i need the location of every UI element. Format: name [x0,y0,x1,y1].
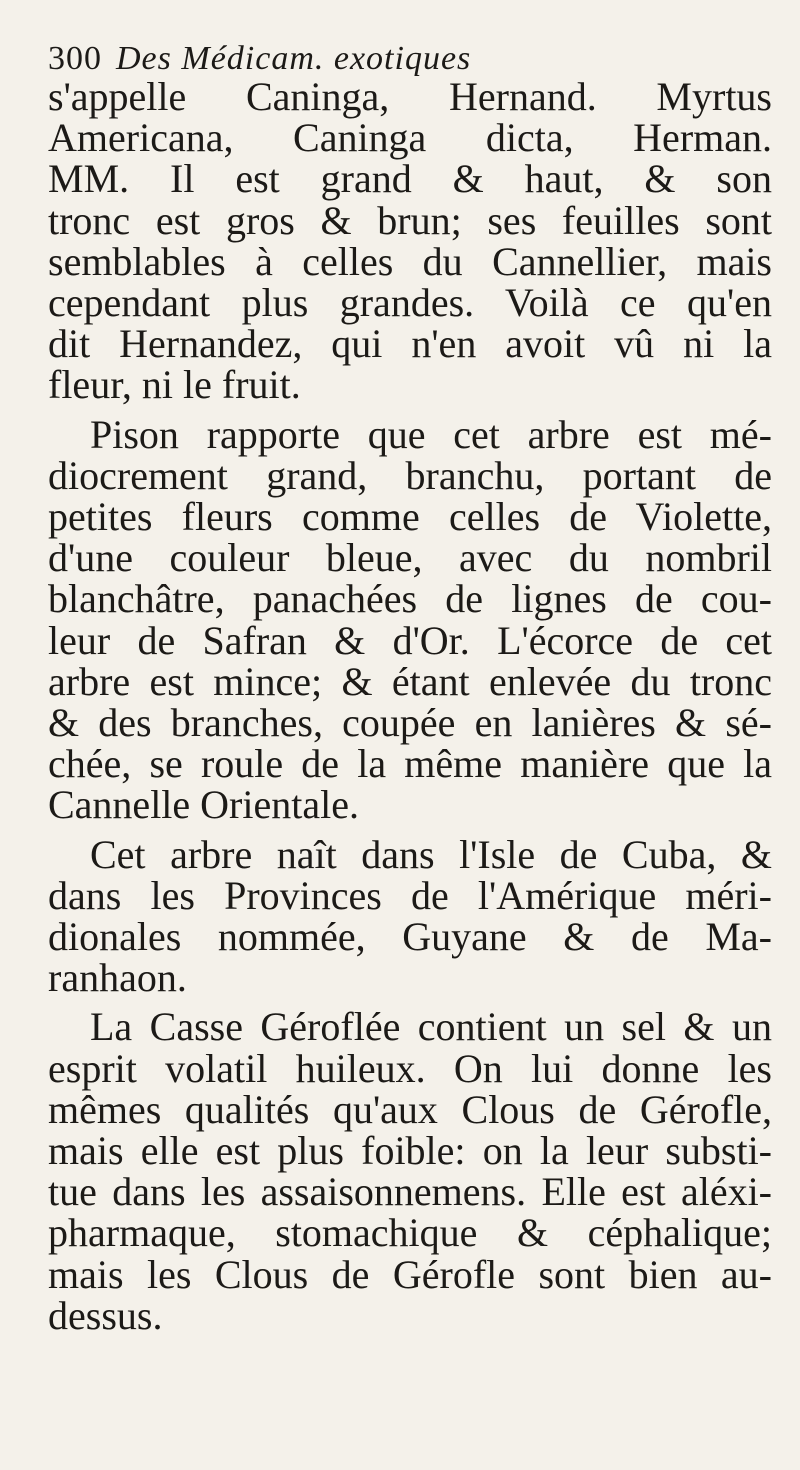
running-head [48,40,772,78]
page-number: 300 [48,40,102,77]
text-line: cependant plus grandes. Voilà ce qu'en [48,280,772,326]
text-line: leur de Safran & d'Or. L'écorce de cet [48,617,772,663]
text-line: dit Hernandez, qui n'en avoit vû ni la [48,321,772,367]
text-line: tue dans les assaisonnemens. Elle est aléxi- [48,1169,772,1215]
text-line: dessus. [48,1292,163,1338]
text-line: esprit volatil huileux. On lui donne les [48,1045,772,1091]
text-line: La Casse Géroflée contient un sel & un [90,1004,772,1050]
text-line: Cet arbre naît dans l'Isle de Cuba, & [90,831,772,877]
text-line: ranhaon. [48,955,187,1001]
text-line: Pison rapporte que cet arbre est mé- [90,411,772,457]
paragraph-pison [48,411,772,828]
text-line: arbre est mince; & étant enlevée du tronc [48,658,772,704]
text-line: Americana, Caninga dicta, Herman. [48,115,772,161]
text-line: & des branches, coupée en lanières & sé- [48,700,772,746]
running-title: Des Médicam. exotiques [116,40,472,77]
text-line: fleur, ni le fruit. [48,362,301,408]
text-line: s'appelle Caninga, Hernand. Myrtus [48,74,772,119]
text-line: Cannelle Orientale. [48,782,359,828]
text-line: mais elle est plus foible: on la leur substi- [48,1128,772,1174]
text-line: dionales nommée, Guyane & de Ma- [48,914,772,960]
text-line: mêmes qualités qu'aux Clous de Gérofle, [48,1086,772,1132]
text-line: dans les Provinces de l'Amérique méri- [48,872,772,918]
paragraph-casse-geroflee [48,1006,772,1336]
text-line: blanchâtre, panachées de lignes de cou- [48,576,772,622]
text-line: semblables à celles du Cannellier, mais [48,238,772,284]
text-line: d'une couleur bleue, avec du nombril [48,535,772,581]
text-line: MM. Il est grand & haut, & son [48,156,772,202]
text-line: chée, se roule de la même manière que la [48,741,772,787]
paragraph-caninga [48,76,772,406]
text-line: tronc est gros & brun; ses feuilles sont [48,197,772,243]
text-line: mais les Clous de Gérofle sont bien au- [48,1251,772,1297]
text-line: petites fleurs comme celles de Violette, [48,494,772,540]
text-line: pharmaque, stomachique & céphalique; [48,1210,772,1256]
text-line: diocrement grand, branchu, portant de [48,452,772,498]
paragraph-cuba [48,831,772,1001]
